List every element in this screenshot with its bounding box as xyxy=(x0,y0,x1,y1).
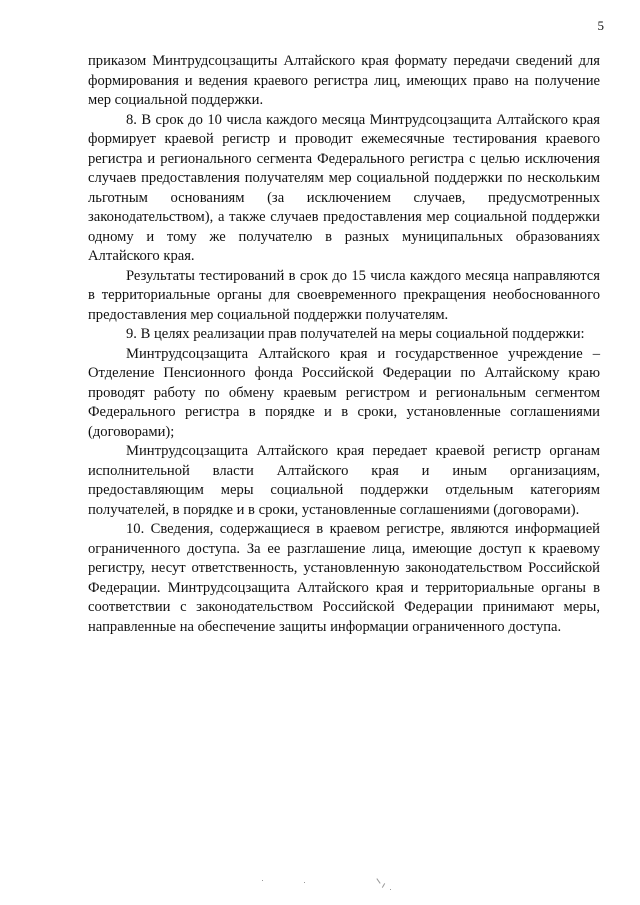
paragraph-item-10: 10. Сведения, содержащиеся в краевом регистре, являются информацией ограниченного доступа. За ее разглашение лица, имеющие доступ к краевому регистру, несут ответственность, установленную законодательством Российской Федерации. Минтрудсоцзащита Алтайского края и территориальные органы в соответствии с законодательством Российской Федерации принимают меры, направленные на обеспечение защиты информации ограниченного доступа. xyxy=(88,521,600,635)
page-number: 5 xyxy=(597,18,604,33)
body-text xyxy=(88,52,600,637)
paragraph-pension-fund-exchange: Минтрудсоцзащита Алтайского края и государственное учреждение – Отделение Пенсионного фонда Российской Федерации по Алтайскому краю проводят работу по обмену краевым регистром и региональным сегментом Федерального регистра в порядке и в сроки, установленные соглашениями (договорами); xyxy=(88,345,600,440)
paragraph-item-9: 9. В целях реализации прав получателей на меры социальной поддержки: xyxy=(126,326,585,342)
paragraph-continuation: приказом Минтрудсоцзащиты Алтайского края формату передачи сведений для формирования и ведения краевого регистра лиц, имеющих право на получение мер социальной поддержки. xyxy=(88,53,600,108)
paragraph-item-8: 8. В срок до 10 числа каждого месяца Минтрудсоцзащита Алтайского края формирует краевой регистр и проводит ежемесячные тестирования краевого регистра и регионального сегмента Федерального регистра с целью исключения случаев предоставления получателям мер социальной поддержки по нескольким льготным основаниям (за исключением случаев, предусмотренных законодательством), а также случаев предоставления мер социальной поддержки одному и тому же получателю в разных муниципальных образованиях Алтайского края. xyxy=(88,111,600,264)
paragraph-register-transfer: Минтрудсоцзащита Алтайского края передает краевой регистр органам исполнительной власти Алтайского края и иным организациям, предоставляющим меры социальной поддержки отдельным категориям получателей, в порядке и в сроки, установленные соглашениями (договорами). xyxy=(88,443,600,518)
paragraph-testing-results: Результаты тестирований в срок до 15 числа каждого месяца направляются в территориальные органы для своевременного прекращения необоснованного предоставления мер социальной поддержки получателям. xyxy=(88,267,600,323)
